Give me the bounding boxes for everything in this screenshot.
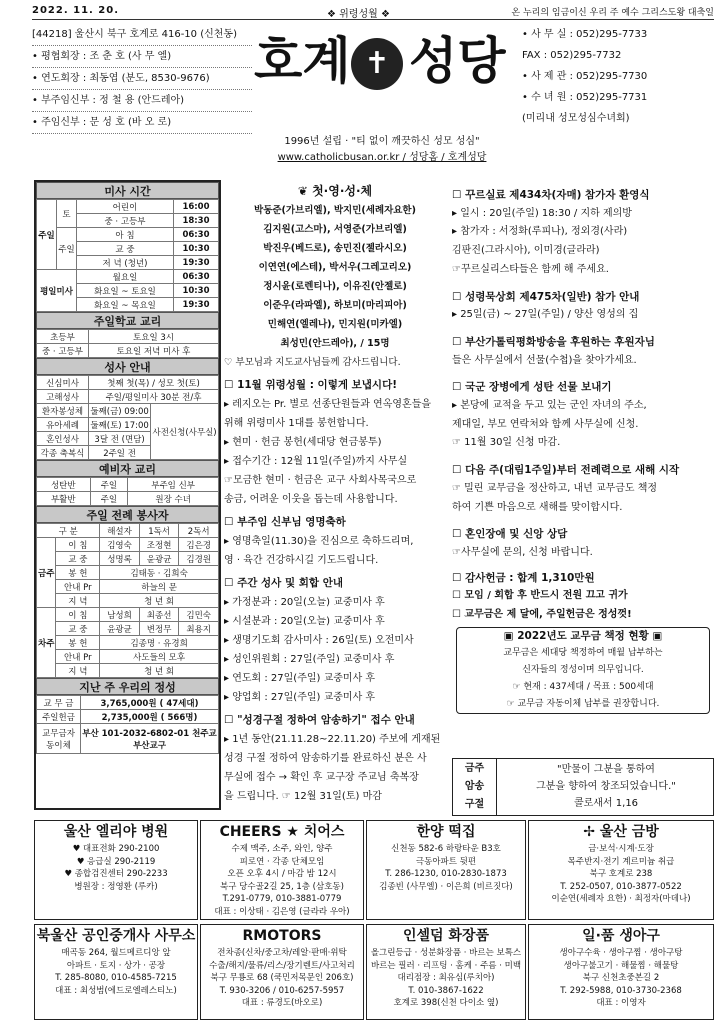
title-right: 성당	[409, 31, 506, 90]
table-row	[37, 580, 219, 594]
catechumen-table	[36, 477, 219, 506]
r8-line: 교무금은 세대당 책정하여 매월 납부하는	[503, 647, 663, 658]
website-link[interactable]: www.catholicbusan.or.kr / 성당홈 / 호계성당	[277, 152, 487, 163]
ad-line: 오픈 오후 4시 / 마감 밤 12시	[227, 869, 337, 879]
ad-line: 바르는 필러 · 리프팅 · 홈케 · 주름 · 미백	[370, 960, 522, 971]
header-info-line: • 주임신부 : 문 성 호 (바 오 로)	[32, 112, 252, 134]
communicant-line: 박진우(베드로), 송민진(젤라시오)	[263, 243, 407, 254]
table-cell: 고해성사	[37, 390, 89, 404]
table-cell: 06:30	[173, 270, 218, 284]
table-cell: 각종 축복식	[37, 446, 89, 460]
ad-line: 금·보석·시계·도장	[588, 844, 654, 854]
table-cell: 평일미사	[37, 270, 77, 312]
table-row	[37, 390, 219, 404]
ad-line: 대표 : 이상태 · 김은영 (글라라 우아)	[214, 906, 350, 917]
table-cell: 청 년 회	[100, 664, 219, 678]
ad-name: RMOTORS	[242, 928, 322, 944]
s3-line: ▸ 생명기도회 감사미사 : 26일(토) 오전미사	[224, 635, 414, 646]
notice-cursillo	[452, 186, 714, 280]
communicant-line: 이준우(라파엘), 하보미(마리피아)	[263, 300, 407, 311]
sacr-title: 성사 안내	[36, 358, 219, 375]
ad-line: 호계로 398(신천 다이소 옆)	[393, 998, 499, 1008]
table-row	[37, 492, 219, 506]
s3-line: ▸ 양업회 : 27일(주일) 교중미사 후	[224, 692, 376, 703]
notice-meetings	[224, 574, 446, 707]
ad-line: 수제 맥주, 소주, 와인, 양주	[231, 844, 333, 854]
table-cell: 화요일 ~ 토요일	[77, 284, 174, 298]
ad-line: 생아구불고기 · 해물찜 · 해물탕	[563, 960, 679, 971]
table-cell: 주일	[90, 478, 128, 492]
ad-name: 일·품 생아구	[582, 928, 660, 944]
table-cell: 유아세례	[37, 418, 89, 432]
cate-title: 예비자 교리	[36, 460, 219, 477]
mass-table	[36, 199, 219, 312]
left-panel	[34, 180, 221, 810]
table-cell: 부활반	[37, 492, 91, 506]
ad-line: 매곡동 264, 월드메르디앙 앞	[61, 948, 171, 958]
table-row	[37, 330, 219, 344]
contact-line: FAX : 052)295-7732	[522, 50, 622, 61]
table-cell: 어린이	[77, 200, 174, 214]
parish-sub	[242, 134, 522, 166]
table-cell: 주일	[37, 200, 57, 270]
table-cell: 둘째(금) 09:00	[89, 404, 151, 418]
table-cell: 부산 101-2032-6802-01 천주교 부산교구	[81, 724, 219, 754]
table-cell: 주일헌금	[37, 710, 81, 724]
table-cell: 초등부	[37, 330, 89, 344]
s4-line: ☐ "성경구절 정하여 암송하기" 접수 안내	[224, 714, 415, 726]
ad-line: 이순연(세례자 요한) · 최정자(마데나)	[551, 894, 691, 904]
r5-line: 하여 기쁜 마음으로 새해를 맞이합시다.	[452, 501, 623, 513]
table-row	[37, 228, 219, 242]
table-cell: 화요일 ~ 목요일	[77, 298, 174, 312]
table-cell: 2,735,000원 ( 566명)	[81, 710, 219, 724]
table-row	[37, 478, 219, 492]
ad-line: 북구 당수골2길 25, 1층 (삼호동)	[220, 881, 344, 892]
table-cell: 중 · 고등부	[77, 214, 174, 228]
r6-line: ☐ 혼인장애 및 신앙 상담	[452, 528, 568, 541]
s3-line: ☐ 주간 성사 및 회합 안내	[224, 577, 343, 589]
s4-line: 무실에 접수 → 확인 후 교구장 주교님 축복장	[224, 772, 419, 783]
table-row	[37, 538, 219, 552]
table-cell: 둘째(토) 17:00	[89, 418, 151, 432]
table-cell: 사도들의 모후	[100, 650, 219, 664]
header-info-line: • 평협회장 : 조 춘 호 (사 무 엘)	[32, 46, 252, 68]
table-cell: 교 중	[56, 622, 100, 636]
verse-line: "만물이 그분을 통하여	[557, 764, 655, 775]
table-cell: 교 중	[56, 552, 100, 566]
servers-table	[36, 523, 219, 678]
table-cell: 16:00	[173, 200, 218, 214]
right-column	[452, 186, 714, 714]
notice-all-souls	[224, 376, 446, 509]
table-row	[37, 270, 219, 284]
notice-counsel	[452, 525, 714, 562]
founded: 1996년 설립 · "티 없이 깨끗하신 성모 성심"	[284, 136, 480, 147]
communicant-line: 정시윤(로렌티나), 이유진(안젤로)	[263, 281, 407, 292]
table-cell: 차주	[37, 608, 56, 678]
table-cell: 이 침	[56, 608, 100, 622]
r4-line: 제대일, 부모 연락처와 함께 사무실에 신청.	[452, 418, 639, 430]
notice-radio	[452, 333, 714, 370]
r3-line: ☐ 부산가톨릭평화방송을 후원하는 후원자님	[452, 335, 655, 348]
table-cell: 김영숙	[100, 538, 140, 552]
verse-label-line: 암송	[464, 781, 485, 792]
ad-line: T. 930-3206 / 010-6257-5957	[219, 985, 345, 996]
s4-line: ▸ 1년 동안(21.11.28~22.11.20) 주보에 게재된	[224, 734, 441, 745]
table-row	[37, 608, 219, 622]
table-cell: 최용지	[179, 622, 219, 636]
r7-line: ☐ 모임 / 회합 후 반드시 전원 끄고 귀가	[452, 590, 628, 602]
ad-line: T. 252-0507, 010-3877-0522	[560, 881, 682, 892]
table-cell: 지 녁	[56, 594, 100, 608]
s3-line: ▸ 연도회 : 27일(주일) 교중미사 후	[224, 673, 376, 684]
table-cell: 이 침	[56, 538, 100, 552]
r8-line: ▣ 2022년도 교무금 책정 현황 ▣	[503, 629, 663, 642]
contacts	[522, 24, 714, 129]
ad-box	[34, 924, 198, 1020]
table-cell: 환자봉성체	[37, 404, 89, 418]
table-row	[37, 696, 219, 710]
r8-line: ☞ 교무금 자동이체 납부를 권장합니다.	[506, 698, 660, 709]
ad-name: 울산 엘리야 병원	[63, 824, 169, 840]
r5-line: ☞ 밀린 교무금을 정산하고, 내년 교무금도 책정	[452, 482, 658, 494]
r1-line: ▸ 참가자 : 서정화(루피나), 정외경(사라)	[452, 226, 628, 238]
ad-name: CHEERS ★ 치어스	[219, 824, 345, 840]
s1-line: ☞모금한 현미 · 헌금은 교구 사회사목국으로	[224, 475, 417, 486]
s4-line: 을 드립니다. ☞ 12월 31일(토) 마감	[224, 791, 382, 802]
top-bar	[32, 4, 714, 20]
table-row	[37, 566, 219, 580]
header-info-line: • 연도회장 : 최동엽 (분도, 8530-9676)	[32, 68, 252, 90]
r4-line: ▸ 본당에 교적을 두고 있는 군인 자녀의 주소,	[452, 400, 647, 412]
table-cell: 주일	[57, 228, 77, 270]
table-cell: 윤광균	[100, 622, 140, 636]
communion-list	[224, 201, 446, 353]
table-cell: 원장 수녀	[128, 492, 219, 506]
table-cell: 18:30	[173, 214, 218, 228]
table-cell: 주일/평일미사 30분 전/후	[89, 390, 219, 404]
ad-line: 생아구수육 · 생아구찜 · 생아구탕	[559, 948, 683, 958]
parish-info	[32, 24, 252, 134]
ad-line: 피로연 · 각종 단체모임	[239, 856, 325, 867]
table-row	[37, 552, 219, 566]
table-cell: 지 녁	[56, 664, 100, 678]
table-row	[37, 636, 219, 650]
table-cell: 김종명 · 유경희	[100, 636, 219, 650]
ad-box	[34, 820, 198, 920]
r1-line: ▸ 일시 : 20일(주일) 18:30 / 지하 제의방	[452, 207, 632, 219]
ad-box	[528, 820, 714, 920]
table-cell: 1독서	[139, 524, 179, 538]
ad-line: ♥ 응급실 290-2119	[76, 856, 156, 867]
table-cell: 신심미사	[37, 376, 89, 390]
contact-line: (미리내 성모성심수녀회)	[522, 113, 630, 124]
ad-line: ♥ 종합검진센터 290-2233	[64, 869, 168, 879]
table-cell: 교 무 금	[37, 696, 81, 710]
r2-line: ☐ 성령묵상회 제475차(일반) 참가 안내	[452, 290, 640, 303]
notice-advent	[452, 461, 714, 517]
table-cell: 성명록	[100, 552, 140, 566]
ad-line: 극동아파트 뒷편	[415, 856, 477, 867]
r2-line: ▸ 25일(금) ~ 27일(주일) / 양산 영성의 집	[452, 309, 639, 321]
ad-line: 병원장 : 정영환 (루카)	[74, 881, 158, 892]
table-cell: 3,765,000원 ( 47세대)	[81, 696, 219, 710]
table-cell: 김경원	[179, 552, 219, 566]
s3-line: ▸ 성인위원회 : 27일(주일) 교중미사 후	[224, 654, 395, 665]
ad-line: 북구 신천초중본길 2	[582, 973, 660, 983]
r3-line: 들은 사무실에서 선물(수첩)을 찾아가세요.	[452, 354, 637, 366]
serv-title: 주일 전례 봉사자	[36, 506, 219, 523]
notice-retreat	[452, 288, 714, 325]
s1-line: ▸ 접수기간 : 12월 11일(주일)까지 사무실	[224, 456, 408, 467]
table-cell: 교 중	[77, 242, 174, 256]
notice-bible	[224, 711, 446, 806]
table-cell: 10:30	[173, 242, 218, 256]
ad-line: T. 285-8080, 010-4585-7215	[55, 973, 177, 983]
s4-line: 성경 구절 정하여 암송하기를 완료하신 분은 사	[224, 753, 427, 764]
table-row	[37, 404, 219, 418]
masthead	[32, 24, 714, 176]
table-cell: 남성희	[100, 608, 140, 622]
table-row	[37, 594, 219, 608]
school-title: 주일학교 교리	[36, 312, 219, 329]
parish-title	[254, 28, 514, 98]
verse-text	[499, 761, 713, 812]
r8-line: ☞ 현재 : 437세대 / 목표 : 500세대	[512, 681, 654, 692]
table-row	[37, 622, 219, 636]
contact-line: • 사 무 실 : 052)295-7733	[522, 29, 648, 40]
issue-date: 2022. 11. 20.	[32, 5, 120, 16]
middle-column	[224, 182, 446, 806]
table-cell: 3달 전 (면담)	[89, 432, 151, 446]
verse-box	[452, 758, 714, 816]
table-row	[37, 664, 219, 678]
notice-feast	[224, 513, 446, 570]
table-cell: 첫째 첫(목) / 성모 첫(토)	[89, 376, 219, 390]
ad-line: 대리점장 : 최유심(루치아)	[397, 973, 495, 983]
table-cell: 중 · 고등부	[37, 344, 89, 358]
mass-title: 미사 시간	[36, 182, 219, 199]
r1-line: ☞꾸르실리스타들은 함께 해 주세요.	[452, 263, 609, 275]
table-cell: 하늘의 문	[100, 580, 219, 594]
ad-name: ✢ 울산 금방	[583, 824, 659, 840]
s2-line: ☐ 부주임 신부님 영명축하	[224, 516, 346, 528]
communicant-line: 이연연(에스테), 박서우(그레고리오)	[258, 262, 412, 273]
table-row	[37, 650, 219, 664]
ad-line: 올그린등급 · 성분화장품 · 바르는 보톡스	[370, 948, 522, 958]
table-cell: 성탄반	[37, 478, 91, 492]
table-cell: 봉 헌	[56, 636, 100, 650]
communicant-line: 박동준(가브리엘), 박지민(세례자요한)	[254, 205, 416, 216]
ad-name: 한양 떡집	[416, 824, 476, 840]
table-row	[37, 710, 219, 724]
table-cell: 청 년 회	[100, 594, 219, 608]
table-cell: 변정무	[139, 622, 179, 636]
ad-name: 북울산 공인중개사 사무소	[36, 928, 196, 944]
r4-line: ☞ 11월 30일 신청 마감.	[452, 437, 561, 449]
contact-line: • 사 제 관 : 052)295-7730	[522, 71, 648, 82]
ad-line: 북구 무룡로 68 (쿡민저목문인 206호)	[210, 973, 354, 983]
table-cell: 해설자	[100, 524, 140, 538]
s2-line: ▸ 영명축일(11.30)을 진심으로 축하드리며,	[224, 536, 414, 547]
table-cell: 월요일	[77, 270, 174, 284]
r1-line: 김판진(그라시아), 이미경(글라라)	[452, 245, 600, 257]
ad-line: 신천동 582-6 하랑타운 B3호	[391, 844, 501, 854]
ad-line: 대표 : 류경도(바오로)	[241, 998, 323, 1008]
r5-line: ☐ 다음 주(대림1주일)부터 전례력으로 새해 시작	[452, 464, 680, 477]
ad-line: 수출/해지/물류/리스/장기렌트/사고처리	[209, 960, 355, 971]
table-cell: 2독서	[179, 524, 219, 538]
communion-title: ❦ 첫·영·성·체	[297, 184, 373, 198]
contact-line: • 수 녀 원 : 052)295-7731	[522, 92, 648, 103]
cross-icon: ✝	[364, 46, 390, 81]
table-cell: 저 녁 (청년)	[77, 256, 174, 270]
feast-name: 온 누리의 임금이신 우리 주 예수 그리스도왕 대축일	[511, 8, 714, 18]
table-cell: 조정현	[139, 538, 179, 552]
ad-line: 대표 : 이영자	[596, 998, 646, 1008]
r4-line: ☐ 국군 장병에게 성탄 선물 보내기	[452, 381, 612, 394]
s1-line: ▸ 레지오는 Pr. 별로 선종단원들과 연옥영혼들을	[224, 399, 432, 410]
dues-box	[456, 627, 710, 714]
table-cell: 주일	[90, 492, 128, 506]
table-cell: 19:30	[173, 256, 218, 270]
table-cell: 토요일 3시	[89, 330, 219, 344]
s3-line: ▸ 시설분과 : 20일(오늘) 교중미사 후	[224, 616, 385, 627]
table-cell: 안내 Pr	[56, 650, 100, 664]
ad-line: 전차종(신차/중고차/레알·판매·위탁	[217, 948, 347, 958]
table-cell: 아 침	[77, 228, 174, 242]
ad-box	[528, 924, 714, 1020]
table-cell: 구 분	[37, 524, 100, 538]
ad-box	[200, 820, 364, 920]
ad-line: T.291-0779, 010-3881-0779	[222, 894, 342, 904]
table-cell: 봉 헌	[56, 566, 100, 580]
table-cell: 2주일 전	[89, 446, 151, 460]
r8-line: 신자들의 정성이며 의무입니다.	[522, 664, 644, 675]
table-row	[37, 344, 219, 358]
table-cell: 06:30	[173, 228, 218, 242]
ad-box	[200, 924, 364, 1020]
fin-title: 지난 주 우리의 정성	[36, 678, 219, 695]
verse-line: 콜로새서 1,16	[573, 798, 639, 809]
verse-label	[453, 759, 497, 815]
communicant-line: 민해연(엘레나), 민지원(미카엘)	[267, 319, 403, 330]
table-cell: 토요일 저녁 미사 후	[89, 344, 219, 358]
verse-label-line: 금주	[464, 763, 485, 774]
table-cell: 금주	[37, 538, 56, 608]
s1-line: ▸ 현미 · 헌금 봉헌(세대당 현금봉투)	[224, 437, 382, 448]
liturgical-month: ❖ 위령성월 ❖	[327, 9, 390, 20]
table-cell: 사전신청(사무실)	[151, 404, 219, 460]
table-cell: 토	[57, 200, 77, 228]
table-cell: 최종선	[139, 608, 179, 622]
table-cell: 혼인성사	[37, 432, 89, 446]
ad-line: ♥ 대표전화 290-2100	[72, 844, 160, 854]
finance-table	[36, 695, 219, 754]
ad-line: 목주반지·전기 계르미늄 취급	[567, 856, 675, 867]
table-cell: 부주임 신부	[128, 478, 219, 492]
s3-line: ▸ 가정분과 : 20일(오늘) 교중미사 후	[224, 597, 385, 608]
ad-line: T. 010-3867-1622	[408, 985, 484, 996]
table-cell: 김태동 · 김희숙	[100, 566, 219, 580]
table-cell: 교무금자동이체	[37, 724, 81, 754]
header-info-line: [44218] 울산시 북구 호계로 416-10 (신천동)	[32, 24, 252, 46]
s1-line: 위해 위령미사 1대를 봉헌합니다.	[224, 418, 369, 429]
s1-line: ☐ 11월 위령성월 : 이렇게 보냅시다!	[224, 379, 398, 391]
communicant-line: 김지원(고스마), 서영준(가브리엘)	[263, 224, 407, 235]
parish-seal	[351, 38, 403, 90]
table-row	[37, 200, 219, 214]
verse-line: 그분을 향하여 창조되었습니다."	[536, 781, 676, 792]
ad-line: T. 286-1230, 010-2830-1873	[385, 869, 507, 879]
title-left: 호계	[254, 31, 351, 90]
r7-line: ☐ 감사헌금 : 합계 1,310만원	[452, 571, 595, 584]
ad-line: 대표 : 최성범(에드로엘레스티노)	[55, 985, 177, 996]
table-cell: 김민숙	[179, 608, 219, 622]
sacrament-table	[36, 375, 219, 460]
ad-name: 인셀덤 화장품	[402, 928, 490, 944]
table-cell: 19:30	[173, 298, 218, 312]
ad-line: T. 292-5988, 010-3730-2368	[560, 985, 682, 996]
verse-label-line: 구절	[464, 799, 485, 810]
table-row	[37, 376, 219, 390]
table-cell: 안내 Pr	[56, 580, 100, 594]
table-cell: 김은경	[179, 538, 219, 552]
notice-military	[452, 378, 714, 453]
r1-line: ☐ 꾸르실료 제434차(자매) 참가자 환영식	[452, 189, 650, 201]
ad-line: 북구 호계로 238	[589, 869, 653, 879]
table-row	[37, 524, 219, 538]
ad-line: 아파트 · 토지 · 상가 · 공장	[66, 960, 166, 971]
communicant-line: 최성민(안드레아), / 15명	[280, 338, 390, 349]
table-cell: 10:30	[173, 284, 218, 298]
r7-line: ☐ 교무금은 제 달에, 주일헌금은 정성껏!	[452, 609, 632, 621]
ad-box	[366, 924, 526, 1020]
s2-line: 영 · 육간 건강하시길 기도드립니다.	[224, 555, 379, 566]
school-table	[36, 329, 219, 358]
r6-line: ☞사무실에 문의, 신청 바랍니다.	[452, 546, 593, 558]
header-info-line: • 부주임신부 : 정 철 용 (안드레아)	[32, 90, 252, 112]
s1-line: 송금, 어려운 이웃을 돕는데 사용합니다.	[224, 494, 398, 505]
notice-misc	[452, 569, 714, 625]
ad-box	[366, 820, 526, 920]
table-cell: 윤광균	[139, 552, 179, 566]
communion-thanks: ♡ 부모님과 지도교사님들께 감사드립니다.	[224, 357, 401, 368]
ad-line: 김종빈 (사무엘) · 이은희 (비르짓다)	[379, 881, 513, 892]
table-row	[37, 724, 219, 754]
